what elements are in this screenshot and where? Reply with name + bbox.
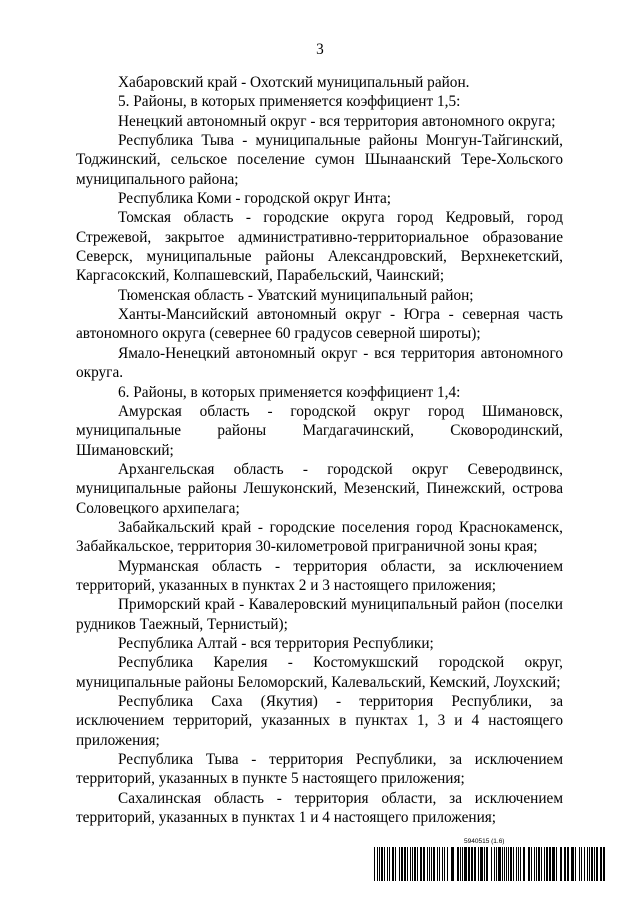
paragraph: Республика Саха (Якутия) - территория Республики, за исключением территорий, указанных в пунктах 1, 3 и 4 настоящего приложения; <box>76 693 563 749</box>
paragraph: Ненецкий автономный округ - вся территория автономного округа; <box>118 112 556 130</box>
paragraph: Ямало-Ненецкий автономный округ - вся территория автономного округа. <box>76 344 563 382</box>
document-body <box>76 73 563 827</box>
paragraph: Архангельская область - городской округ Северодвинск, муниципальные районы Лешуконский, Мезенский, Пинежский, острова Соловецкого архипелага; <box>76 460 563 517</box>
footer-barcode <box>374 838 606 886</box>
paragraph: Мурманская область - территория области, за исключением территорий, указанных в пунктах 2 и 3 настоящего приложения; <box>76 557 563 594</box>
paragraph: Амурская область - городской округ город Шимановск, муниципальные районы Магдагачинский, Сковородинский, Шимановский; <box>76 402 563 459</box>
paragraph: Приморский край - Кавалеровский муниципальный район (поселки рудников Таежный, Тернистый); <box>76 596 563 633</box>
paragraph: Томская область - городские округа город Кедровый, город Стрежевой, закрытое административно-территориальное образование Северск, муниципальные районы Александровский, Верхнекетский, Каргасокский, Колпашевский, Парабельский, Чаинский; <box>76 209 563 285</box>
paragraph: Республика Тыва - муниципальные районы Монгун-Тайгинский, Тоджинский, сельское поселение сумон Шынаанский Тере-Хольского муниципального района; <box>76 132 563 188</box>
paragraph: Сахалинская область - территория области, за исключением территорий, указанных в пунктах 1 и 4 настоящего приложения; <box>76 789 563 827</box>
paragraph: Тюменская область - Уватский муниципальный район; <box>118 286 474 304</box>
section-heading: 6. Районы, в которых применяется коэффициент 1,4: <box>118 383 461 401</box>
paragraph: Республика Коми - городской округ Инта; <box>118 190 392 208</box>
paragraph: Ханты-Мансийский автономный округ - Югра - северная часть автономного округа (севернее 60 градусов северной широты); <box>76 306 563 343</box>
paragraph: Республика Карелия - Костомукшский городской округ, муниципальные районы Беломорский, Калевальский, Кемский, Лоухский; <box>76 654 563 691</box>
barcode-code: 5940515 (1.6) <box>464 838 505 845</box>
paragraph: Республика Алтай - вся территория Республики; <box>118 634 434 652</box>
section-heading: 5. Районы, в которых применяется коэффициент 1,5: <box>118 93 461 111</box>
barcode-icon <box>374 847 606 881</box>
paragraph: Хабаровский край - Охотский муниципальный район. <box>118 74 470 91</box>
page-number: 3 <box>316 41 324 58</box>
paragraph: Забайкальский край - городские поселения город Краснокаменск, Забайкальское, территория 30-километровой приграничной зоны края; <box>76 518 563 556</box>
paragraph: Республика Тыва - территория Республики, за исключением территорий, указанных в пункте 5 настоящего приложения; <box>76 751 563 788</box>
